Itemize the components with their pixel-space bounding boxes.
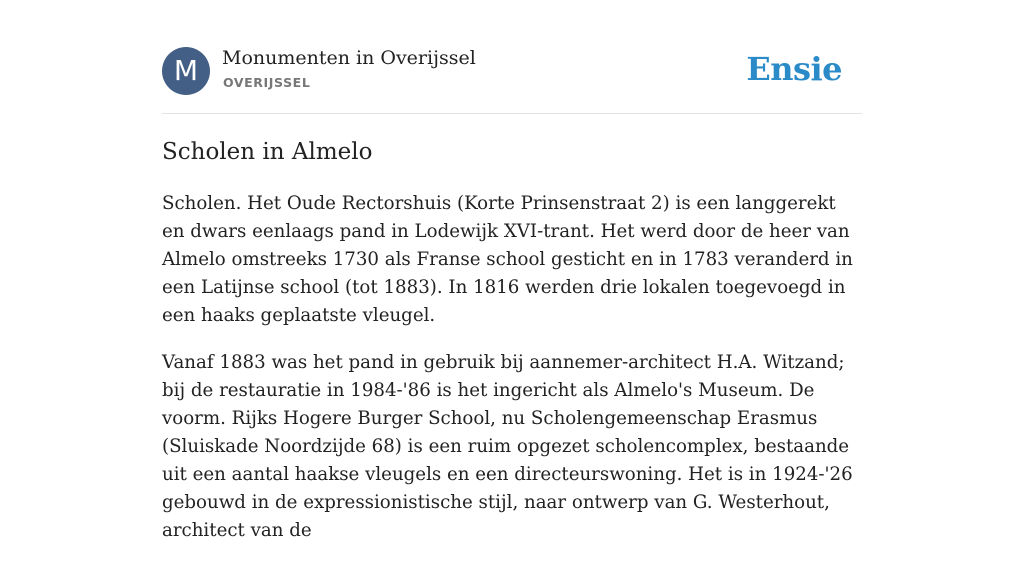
channel-title[interactable]: Monumenten in Overijssel [222, 47, 476, 69]
article-paragraph: Scholen. Het Oude Rectorshuis (Korte Prinsenstraat 2) is een langgerekt en dwars eenlaags pand in Lodewijk XVI-trant. Het werd door de heer van Almelo omstreeks 1730 als Franse school gesticht en in 1783 veranderd in een Latijnse school (tot 1883). In 1816 werden drie lokalen toegevoegd in een haaks geplaatste vleugel. [162, 193, 853, 326]
avatar[interactable]: M [162, 47, 210, 95]
header [162, 46, 862, 96]
article-title: Scholen in Almelo [162, 139, 373, 165]
divider [162, 113, 862, 114]
brand-logo[interactable]: Ensie [746, 50, 842, 88]
article-body [162, 190, 862, 564]
article-paragraph: Vanaf 1883 was het pand in gebruik bij aannemer-architect H.A. Witzand; bij de restauratie in 1984-'86 is het ingericht als Almelo's Museum. De voorm. Rijks Hogere Burger School, nu Scholengemeenschap Erasmus (Sluiskade Noordzijde 68) is een ruim opgezet scholencomplex, bestaande uit een aantal haakse vleugels en een directeurswoning. Het is in 1924-'26 gebouwd in de expressionistische stijl, naar ontwerp van G. Westerhout, architect van de [162, 352, 853, 541]
channel-subtitle[interactable]: OVERIJSSEL [223, 75, 311, 90]
